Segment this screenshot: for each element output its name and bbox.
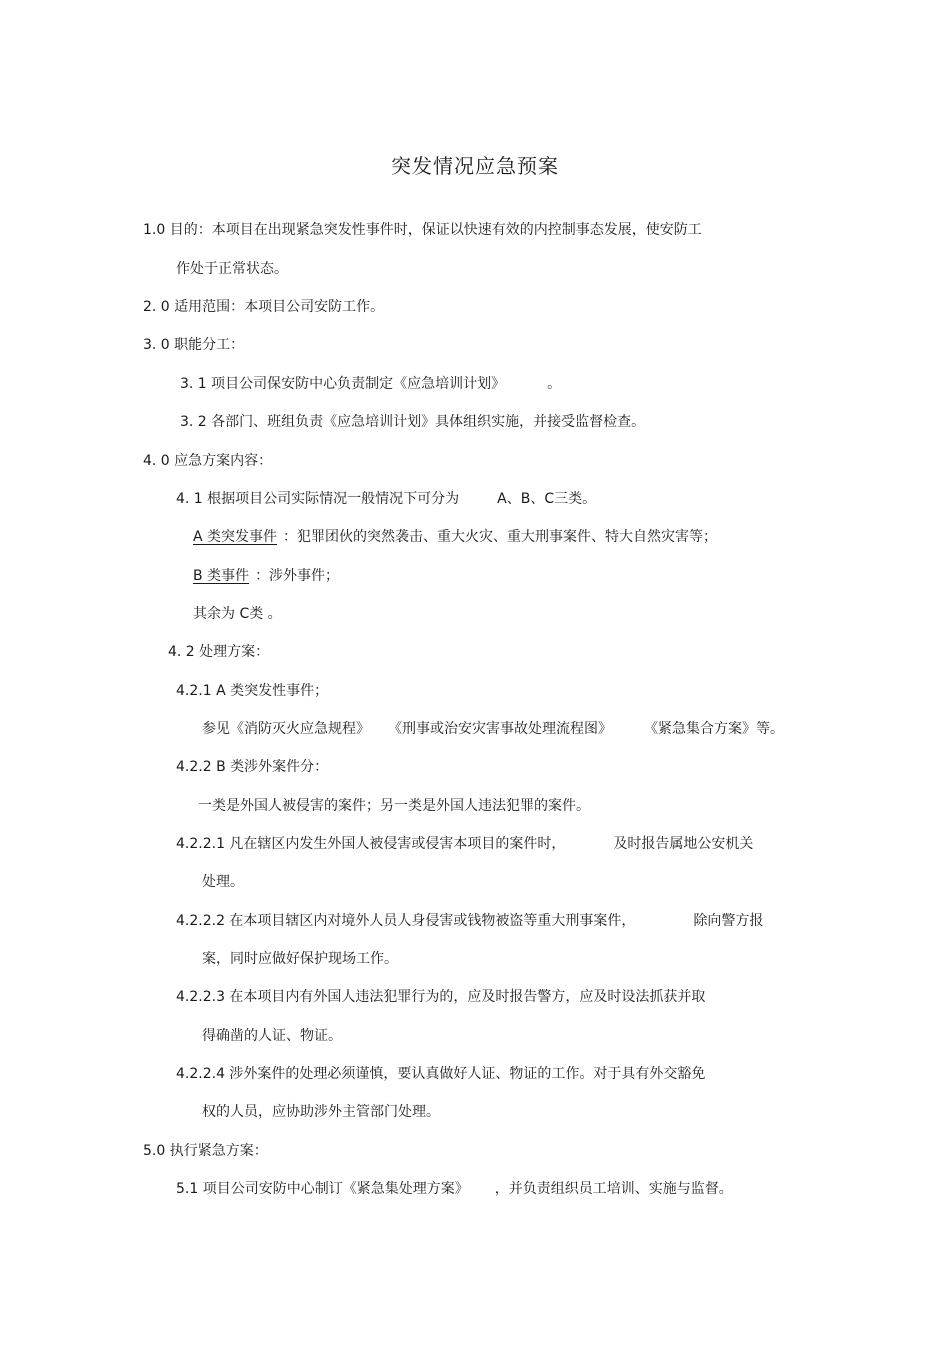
document-title: 突发情况应急预案 [391,154,559,178]
section-5-1-end: ，并负责组织员工培训、实施与监督。 [494,1181,733,1197]
section-4-2-2-1 [176,834,753,854]
class-a-label: A 类突发事件 [193,529,278,545]
section-4-2-2-3: 4.2.2.3 在本项目内有外国人违法犯罪行为的，应及时报告警方，应及时设法抓获并取 [176,989,706,1005]
section-4-2-2-2-report: 除向警方报 [693,913,764,929]
section-4-2-2-4-cont: 权的人员，应协助涉外主管部门处理。 [202,1104,440,1120]
section-4-2-2-1-text: 4.2.2.1 凡在辖区内发生外国人被侵害或侵害本项目的案件时， [176,836,566,852]
class-a-line [193,527,717,547]
class-b-text: ：涉外事件； [255,568,340,584]
section-4-1-text: 4. 1 根据项目公司实际情况一般情况下可分为 [176,491,460,507]
section-4-1-classes: A、B、C三类。 [497,491,597,507]
reference-assembly-plan: 《紧急集合方案》等。 [644,721,784,737]
section-2: 2. 0 适用范围：本项目公司安防工作。 [143,299,385,315]
section-1-line-1: 1.0 目的：本项目在出现紧急突发性事件时，保证以快速有效的内控制事态发展，使安防工 [143,222,702,238]
class-c-line: 其余为 C类 。 [193,606,282,622]
section-4-2-2-2 [176,911,763,931]
section-3-2: 3. 2 各部门、班组负责《应急培训计划》具体组织实施，并接受监督检查。 [180,414,646,430]
section-4-2-2-3-cont: 得确凿的人证、物证。 [202,1028,342,1044]
section-4-2-2-text: 一类是外国人被侵害的案件；另一类是外国人违法犯罪的案件。 [198,798,590,814]
section-4-heading: 4. 0 应急方案内容： [143,453,273,469]
section-3-1-text: 3. 1 项目公司保安防中心负责制定《应急培训计划》 [180,376,506,392]
section-4-2-1-references [202,719,784,739]
reference-criminal-flowchart: 《刑事或治安灾害事故处理流程图》 [388,721,612,737]
section-4-1 [176,489,596,509]
class-a-text: ：犯罪团伙的突然袭击、重大火灾、重大刑事案件、特大自然灾害等； [283,529,718,545]
section-4-2-1: 4.2.1 A 类突发性事件； [176,683,329,699]
section-1-line-2: 作处于正常状态。 [176,261,288,277]
section-3-heading: 3. 0 职能分工： [143,337,245,353]
section-4-2-2-4: 4.2.2.4 涉外案件的处理必须谨慎，要认真做好人证、物证的工作。对于具有外交豁免 [176,1066,706,1082]
class-b-label: B 类事件 [193,568,250,584]
section-4-2-2: 4.2.2 B 类涉外案件分： [176,759,329,775]
section-5-1-text: 5.1 项目公司安防中心制订《紧急集处理方案》 [176,1181,469,1197]
section-4-2: 4. 2 处理方案： [168,644,270,660]
section-5-heading: 5.0 执行紧急方案： [143,1143,268,1159]
section-4-2-2-2-text: 4.2.2.2 在本项目辖区内对境外人员人身侵害或钱物被盗等重大刑事案件， [176,913,636,929]
reference-fire-rules: 参见《消防灭火应急规程》 [202,721,370,737]
section-4-2-2-2-cont: 案，同时应做好保护现场工作。 [202,951,398,967]
section-3-1-end: 。 [547,376,562,392]
section-3-1 [180,374,561,394]
section-4-2-2-1-cont: 处理。 [202,874,244,890]
class-b-line [193,566,339,586]
section-4-2-2-1-report: 及时报告属地公安机关 [613,836,754,852]
section-5-1 [176,1179,733,1199]
